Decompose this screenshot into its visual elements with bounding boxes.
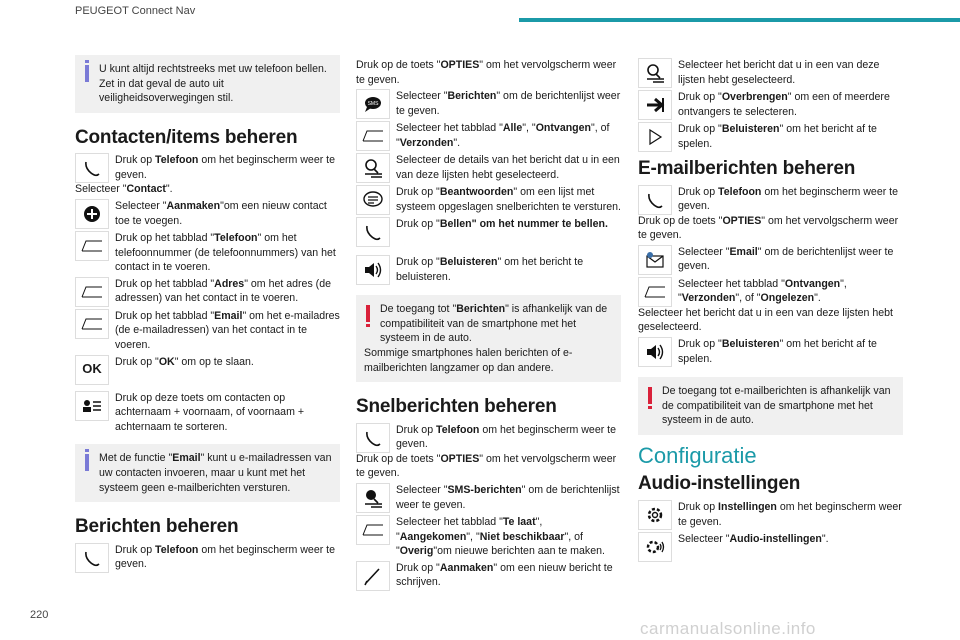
step-row: Selecteer de details van het bericht dat u in een van deze lijsten hebt geselecteerd. xyxy=(356,153,621,183)
phone-icon xyxy=(356,217,390,247)
sms-icon xyxy=(356,89,390,119)
step-row: Druk op "Beantwoorden" om een lijst met systeem opgeslagen snelberichten te versturen. xyxy=(356,185,621,215)
tab-icon xyxy=(356,515,390,545)
step-row: Druk op "Beluisteren" om het bericht af te spelen. xyxy=(638,337,903,367)
page-number: 220 xyxy=(30,609,49,621)
phone-icon xyxy=(75,153,109,183)
pencil-icon xyxy=(356,561,390,591)
ok-icon: OK xyxy=(75,355,109,385)
step-row: Druk op Telefoon om het beginscherm weer te geven. xyxy=(638,185,903,215)
step-text: Druk op de toets "OPTIES" om het vervolgscherm weer te geven. xyxy=(638,214,899,242)
warning-note: De toegang tot e-mailberichten is afhankelijk van de compatibiliteit van de smartphone met het systeem in de auto. xyxy=(638,377,903,435)
step-row: Selecteer het tabblad "Ontvangen", "Verzonden", of "Ongelezen". xyxy=(638,277,903,307)
column-left xyxy=(75,52,340,573)
step-row: Selecteer het bericht dat u in een van deze lijsten hebt geselecteerd. xyxy=(638,58,903,88)
step-row: Druk op Instellingen om het beginscherm weer te geven. xyxy=(638,500,903,530)
running-header: PEUGEOT Connect Nav xyxy=(75,5,196,17)
play-icon xyxy=(638,122,672,152)
step-row: Druk op het tabblad "Adres" om het adres (de adressen) van het contact in te voeren. xyxy=(75,277,340,307)
column-middle xyxy=(356,58,621,591)
step-row: Druk op "Beluisteren" om het bericht te beluisteren. xyxy=(356,255,621,285)
step-row: OK Druk op "OK" om op te slaan. xyxy=(75,355,340,385)
sort-contacts-icon xyxy=(75,391,109,421)
info-icon xyxy=(85,65,89,82)
step-text: Druk op de toets "OPTIES" om het vervolgscherm weer te geven. xyxy=(356,59,617,86)
section-heading-messages: Berichten beheren xyxy=(75,516,239,538)
step-row: Druk op het tabblad "Telefoon" om het telefoonnummer (de telefoonnummers) van het contact in te voeren. xyxy=(75,231,340,275)
section-heading-audio: Audio-instellingen xyxy=(638,473,801,495)
step-row: Selecteer het tabblad "Alle", "Ontvangen", of "Verzonden". xyxy=(356,121,621,151)
forward-icon xyxy=(638,90,672,120)
section-heading-email: E-mailberichten beheren xyxy=(638,158,856,179)
warning-note: De toegang tot "Berichten" is afhankelijk van de compatibiliteit van de smartphone met het systeem in de auto. Sommige smartphones halen berichten of e-mailberichten langzamer op dan andere. xyxy=(356,295,621,382)
phone-icon xyxy=(356,423,390,453)
tab-icon xyxy=(356,121,390,151)
sms-details-icon xyxy=(356,483,390,513)
audio-settings-icon xyxy=(638,532,672,562)
info-note: Met de functie "Email" kunt u e-mailadressen van uw contacten invoeren, maar u kunt met het systeem geen e-mailberichten versturen. xyxy=(75,444,340,502)
step-row: Selecteer "Aanmaken"om een nieuw contact toe te voegen. xyxy=(75,199,340,229)
tab-icon xyxy=(638,277,672,307)
step-row: Druk op Telefoon om het beginscherm weer te geven. xyxy=(75,153,340,183)
speaker-icon xyxy=(356,255,390,285)
step-row: Druk op Telefoon om het beginscherm weer te geven. xyxy=(75,543,340,573)
watermark: carmanualsonline.info xyxy=(640,619,816,638)
section-heading-quick-messages: Snelberichten beheren xyxy=(356,396,557,418)
email-icon xyxy=(638,245,672,275)
info-note xyxy=(75,55,340,113)
reply-message-icon xyxy=(356,185,390,215)
step-row: Selecteer "Audio-instellingen". xyxy=(638,532,903,562)
section-heading-contacts: Contacten/items beheren xyxy=(75,126,298,148)
step-row: Druk op "Overbrengen" om een of meerdere ontvangers te selecteren. xyxy=(638,90,903,120)
step-text: Selecteer het bericht dat u in een van deze lijsten hebt geselecteerd. xyxy=(638,306,894,334)
chapter-heading-configuration: Configuratie xyxy=(638,442,757,468)
step-row: SMS Selecteer "Berichten" om de berichtenlijst weer te geven. xyxy=(356,89,621,119)
step-row: Druk op Telefoon om het beginscherm weer te geven. xyxy=(356,423,621,453)
step-row: Selecteer "SMS-berichten" om de berichtenlijst weer te geven. xyxy=(356,483,621,513)
step-text: Druk op de toets "OPTIES" om het vervolgscherm weer te geven. xyxy=(356,452,617,480)
column-right xyxy=(638,58,903,562)
message-details-icon xyxy=(356,153,390,183)
gear-icon xyxy=(638,500,672,530)
tab-icon xyxy=(75,277,109,307)
step-row: Druk op deze toets om contacten op achternaam + voornaam, of voornaam + achternaam te sorteren. xyxy=(75,391,340,435)
svg-text:SMS: SMS xyxy=(367,101,379,108)
step-row: Selecteer "Email" om de berichtenlijst weer te geven. xyxy=(638,245,903,275)
step-row: Druk op "Bellen" om het nummer te bellen. xyxy=(356,217,621,247)
step-row: Druk op "Aanmaken" om een nieuw bericht te schrijven. xyxy=(356,561,621,591)
tab-icon xyxy=(75,231,109,261)
phone-icon xyxy=(638,185,672,215)
phone-icon xyxy=(75,543,109,573)
add-circle-icon xyxy=(75,199,109,229)
message-details-icon xyxy=(638,58,672,88)
header-accent-bar xyxy=(519,18,960,22)
step-row: Druk op het tabblad "Email" om het e-mailadres (de e-mailadressen) van het contact in te voeren. xyxy=(75,309,340,353)
speaker-icon xyxy=(638,337,672,367)
step-text: Selecteer "Contact". xyxy=(75,183,173,196)
tab-icon xyxy=(75,309,109,339)
warning-icon xyxy=(366,305,370,322)
info-icon xyxy=(85,454,89,471)
info-note-text: U kunt altijd rechtstreeks met uw telefoon bellen. Zet in dat geval de auto uit veiligheidsoverwegingen stil. xyxy=(99,63,327,105)
step-row: Selecteer het tabblad "Te laat", "Aangekomen", "Niet beschikbaar", of "Overig"om nieuwe berichten aan te maken. xyxy=(356,515,621,559)
step-row: Druk op "Beluisteren" om het bericht af te spelen. xyxy=(638,122,903,152)
warning-icon xyxy=(648,387,652,404)
